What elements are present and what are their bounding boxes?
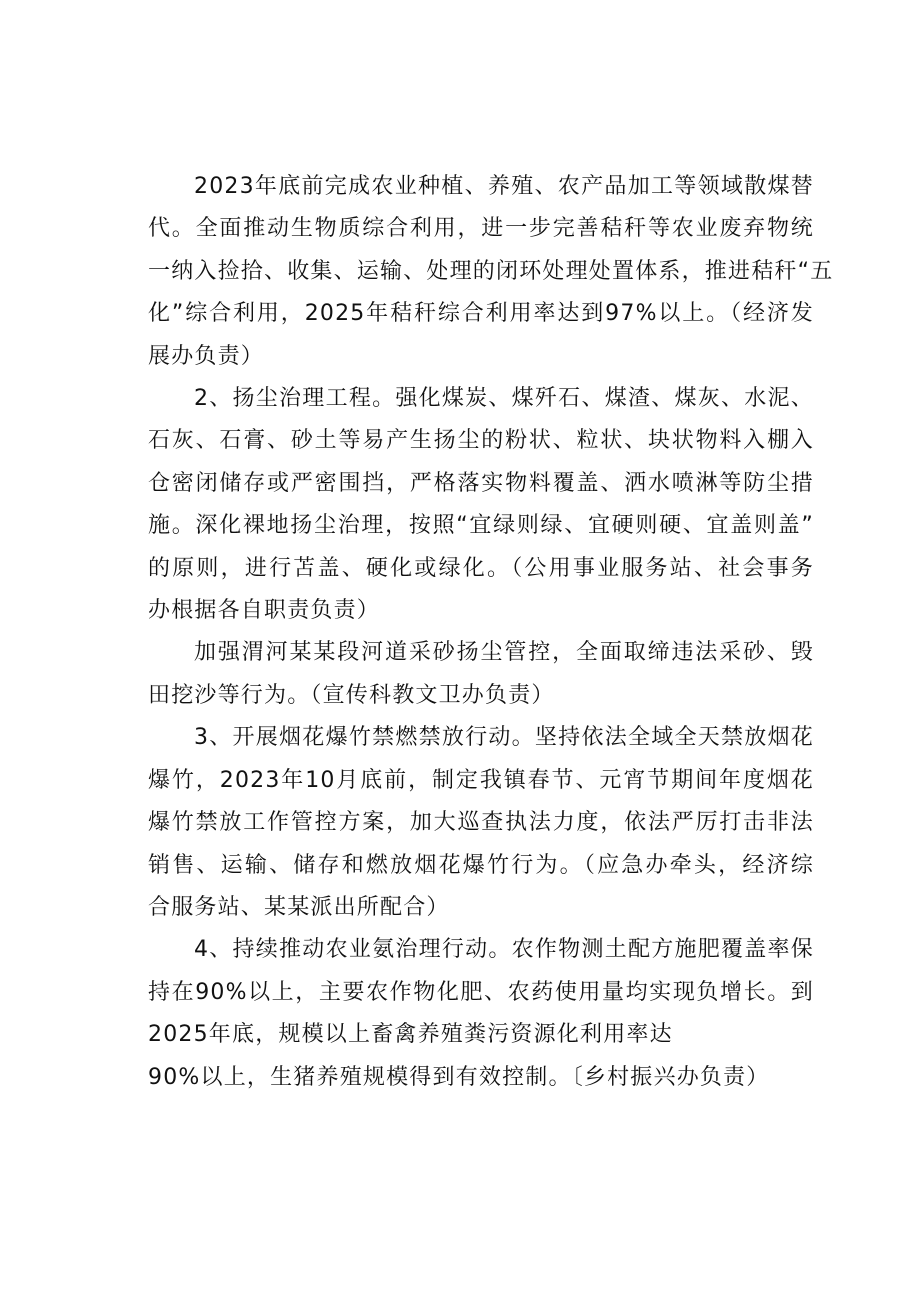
text-line: 化”综合利用，2025年秸秆综合利用率达到97%以上。（经济发 <box>148 301 814 327</box>
text-line: 仓密闭储存或严密围挡，严格落实物料覆盖、洒水喷淋等防尘措 <box>148 470 814 496</box>
text-line: 3、开展烟花爆竹禁燃禁放行动。坚持依法全域全天禁放烟花 <box>194 725 814 751</box>
text-line: 一纳入捡拾、收集、运输、处理的闭环处理处置体系，推进秸秆“五 <box>148 258 834 284</box>
text-line: 的原则，进行苫盖、硬化或绿化。（公用事业服务站、社会事务 <box>148 555 814 581</box>
text-line: 爆竹，2023年10月底前，制定我镇春节、元宵节期间年度烟花 <box>148 767 814 793</box>
text-line: 代。全面推动生物质综合利用，进一步完善秸秆等农业废弃物统 <box>148 216 814 242</box>
text-line: 加强渭河某某段河道采砂扬尘管控，全面取缔违法采砂、毁 <box>194 640 814 666</box>
paragraph-river-sand-mining <box>148 632 814 717</box>
text-line: 石灰、石膏、砂土等易产生扬尘的粉状、粒状、块状物料入棚入 <box>148 428 814 454</box>
text-line: 办根据各自职责负责） <box>148 598 381 624</box>
text-line: 2023年底前完成农业种植、养殖、农产品加工等领域散煤替 <box>194 174 814 199</box>
paragraph-fireworks-ban <box>148 717 814 929</box>
text-line: 2025年底，规模以上畜禽养殖粪污资源化利用率达 <box>148 1022 673 1048</box>
document-page <box>148 166 834 1099</box>
text-line: 展办负责） <box>148 343 265 369</box>
text-line: 4、持续推动农业氨治理行动。农作物测土配方施肥覆盖率保 <box>194 937 814 963</box>
text-line: 爆竹禁放工作管控方案，加大巡查执法力度，依法严厉打击非法 <box>148 810 814 836</box>
paragraph-scattered-coal-and-straw <box>148 166 834 378</box>
text-line: 田挖沙等行为。（宣传科教文卫办负责） <box>148 682 555 708</box>
text-line: 销售、运输、储存和燃放烟花爆竹行为。（应急办牵头，经济综 <box>148 852 814 878</box>
text-line: 2、扬尘治理工程。强化煤炭、煤歼石、煤渣、煤灰、水泥、 <box>194 386 814 412</box>
paragraph-dust-control <box>148 378 814 632</box>
text-line: 合服务站、某某派出所配合） <box>148 894 450 920</box>
text-line: 90%以上，生猪养殖规模得到有效控制。〔乡村振兴办负责） <box>148 1064 770 1090</box>
paragraph-agricultural-ammonia <box>148 929 814 1099</box>
text-line: 施。深化裸地扬尘治理，按照“宜绿则绿、宜硬则硬、宜盖则盖” <box>148 513 814 539</box>
text-line: 持在90%以上，主要农作物化肥、农药使用量均实现负增长。到 <box>148 979 814 1005</box>
